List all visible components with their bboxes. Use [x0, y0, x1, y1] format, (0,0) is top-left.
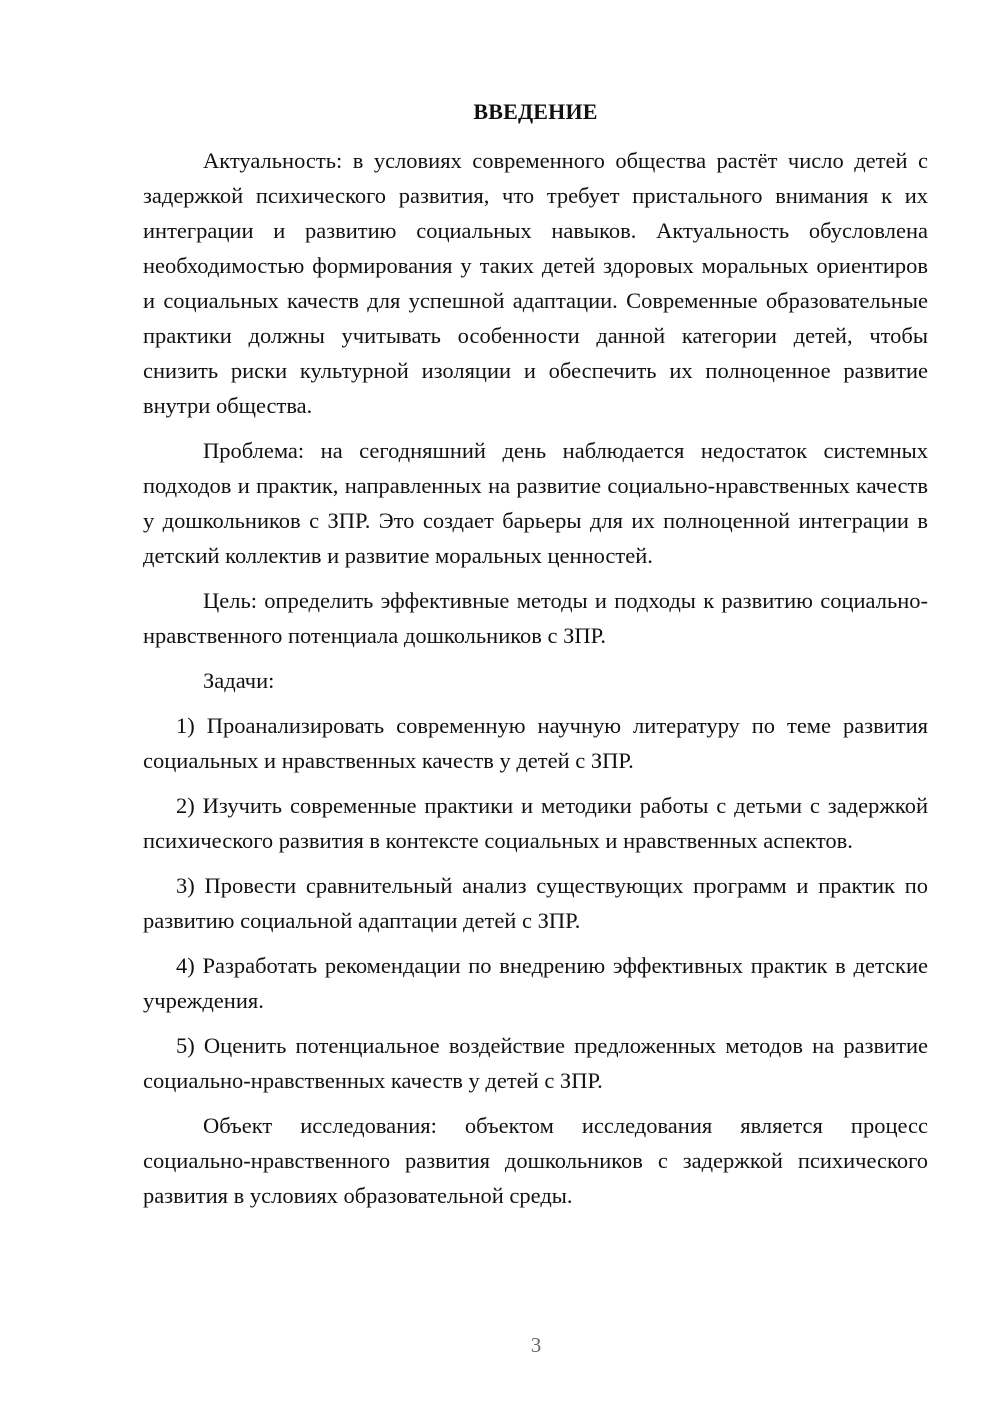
paragraph-problem: Проблема: на сегодняшний день наблюдается недостаток системных подходов и практик, направленных на развитие социально-нравственных качеств у дошкольников с ЗПР. Это создает барьеры для их полноценной интеграции в детский коллектив и развитие моральных ценностей.: [143, 438, 928, 568]
task-item-4: 4) Разработать рекомендации по внедрению эффективных практик в детские учреждения.: [143, 953, 928, 1013]
document-page: [143, 94, 928, 1213]
paragraph-goal: Цель: определить эффективные методы и подходы к развитию социально-нравственного потенциала дошкольников с ЗПР.: [143, 588, 928, 648]
task-item-3: 3) Провести сравнительный анализ существующих программ и практик по развитию социальной адаптации детей с ЗПР.: [143, 873, 928, 933]
paragraph-object: Объект исследования: объектом исследования является процесс социально-нравственного развития дошкольников с задержкой психического развития в условиях образовательной среды.: [143, 1113, 928, 1208]
task-item-1: 1) Проанализировать современную научную литературу по теме развития социальных и нравственных качеств у детей с ЗПР.: [143, 713, 928, 773]
task-item-2: 2) Изучить современные практики и методики работы с детьми с задержкой психического развития в контексте социальных и нравственных аспектов.: [143, 793, 928, 853]
tasks-heading: Задачи:: [203, 668, 275, 693]
page-number: 3: [530, 1333, 542, 1357]
paragraph-actuality: Актуальность: в условиях современного общества растёт число детей с задержкой психического развития, что требует пристального внимания к их интеграции и развитию социальных навыков. Актуальность обусловлена необходимостью формирования у таких детей здоровых моральных ориентиров и социальных качеств для успешной адаптации. Современные образовательные практики должны учитывать особенности данной категории детей, чтобы снизить риски культурной изоляции и обеспечить их полноценное развитие внутри общества.: [143, 148, 928, 418]
document-title: ВВЕДЕНИЕ: [473, 99, 598, 124]
task-item-5: 5) Оценить потенциальное воздействие предложенных методов на развитие социально-нравственных качеств у детей с ЗПР.: [143, 1033, 928, 1093]
